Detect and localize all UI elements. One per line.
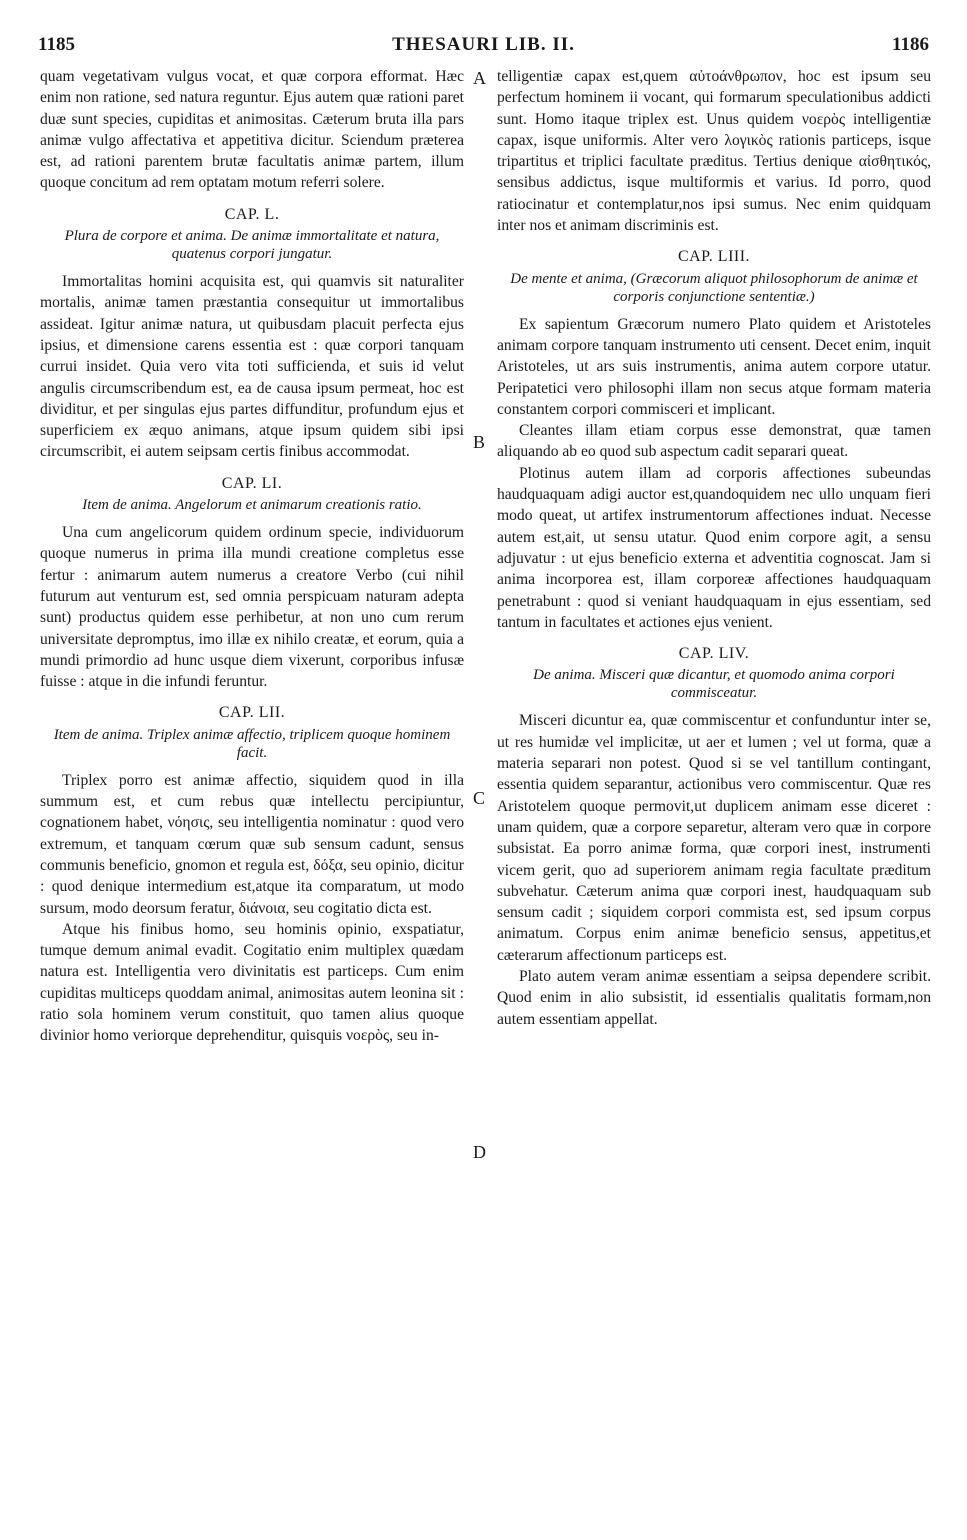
margin-letter-d: D [473, 1142, 486, 1162]
left-page-number: 1185 [38, 34, 75, 55]
margin-letter-c: C [473, 788, 486, 808]
paragraph: Atque his finibus homo, seu hominis opinio, exspatiatur, tumque demum animal evadit. Cogitatio enim multiplex quædam natura est. Intelligentia vero divinitatis est particeps. Cum enim cupiditas multiceps quoddam animal, animositas autem leonina sit : ratio sola hominem verum constituit, quo tamen alius quoque divinior homo veriorque deprehenditur, quisquis νοερὸς, seu in- [40, 920, 464, 1045]
paragraph: Triplex porro est animæ affectio, siquidem quod in illa summum est, et cum rebus quæ intellectu percipiuntur, cognationem habet, νόησις, seu intelligentia nominatur : quod vero extremum, et tanquam cœrum quæ sub sensum cadunt, sensus communis beneficio, gnomon et regula est, δόξα, seu opinio, dicitur : quod denique intermedium est,atque ita comparatum, ut modo sursum, modo deorsum feratur, διάνοια, seu cogitatio dicta est. [40, 771, 464, 917]
chapter-heading: CAP. LII. [218, 704, 286, 722]
chapter-heading: CAP. L. [224, 205, 280, 223]
chapter-subtitle: Item de anima. Angelorum et animarum creationis ratio. [82, 497, 422, 514]
paragraph: Plotinus autem illam ad corporis affectiones subeundas haudquaquam adigi auctor est,quandoquidem nec ullo unquam fieri modo queat, ut artifex instrumentorum affectiones induat. Necesse autem est,ait, ut sensu utatur. Quod enim corpore agit, a sensu adjuvatur : ut ejus beneficio externa et adventitia cognoscat. Jam si anima incorporea est, illam corporeæ affectiones haudquaquam penetrabunt : quod si veniant haudquaquam in ejus essentiam, sed tantum in facultates et actiones ejus venient. [497, 464, 931, 631]
paragraph: Misceri dicuntur ea, quæ commiscentur et confunduntur inter se, ut res humidæ vel implicitæ, ut aer et lumen ; vel ut forma, quæ a materia separari non potest. Quod si se vel tantillum contingant, essentia quidem separantur, actionibus vero commiscentur. Quæ res Aristotelem quoque permovit,ut duplicem animam esse diceret : unam quidem, quæ a corpore separetur, alteram vero quæ in corpore subsistat. Ea porro animæ forma, quæ corpori inest, instrumenti vicem gerit, quo ad superiorem animam regia facultate præditum subvehatur. Cæterum anima quæ corpori inest, haudquaquam sub sensum cadit ; siquidem corpori commista est, sed ipsum corpus animatum. Corpus enim animæ beneficio sensus, appetitus,et cæterarum affectionum particeps est. [497, 712, 931, 964]
running-header [38, 34, 929, 56]
chapter-heading: CAP. LIV. [678, 645, 750, 663]
chapter-subtitle: Item de anima. Triplex animæ affectio, triplicem quoque hominem facit. [53, 726, 451, 761]
paragraph: Una cum angelicorum quidem ordinum specie, individuorum quoque numerus in prima illa mundi creatione completus esse fertur : animarum autem numerus a creatore Verbo (cui nihil futurum aut venturum est, sed omnia perspicuam naturam adepta sunt) productus quidem esse perhibetur, at non uno cum rerum universitate depromptus, imo illæ ex nihilo creatæ, et eorum, quia a mundi primordio ad hunc usque diem vixerunt, corporibus infusæ fuisse : atque in die infundi feruntur. [40, 524, 464, 691]
margin-letter-b: B [473, 432, 486, 452]
paragraph: quam vegetativam vulgus vocat, et quæ corpora efformat. Hæc enim non ratione, sed natura reguntur. Ejus autem quæ rationi paret duæ sunt species, cupiditas et animositas. Cæterum bruta illa pars animæ vulgo affectativa et appetitiva dicitur. Sciendum præterea est, ad rationi parentem brutæ facultatis animæ partem, illum quoque concitum ad rem optatam motum referri solere. [40, 68, 464, 192]
chapter-subtitle: De mente et anima, (Græcorum aliquot philosophorum de animæ et corporis conjunctione sententiæ.) [510, 270, 918, 305]
paragraph: Ex sapientum Græcorum numero Plato quidem et Aristoteles animam corpore tanquam instrumento uti censent. Decet enim, inquit Aristoteles, ut ars suis instrumentis, anima autem corpore utatur. Peripatetici vero philosophi illam non secus atque formam materia constantem corpori commisceri et implicant. [497, 315, 931, 418]
running-title: THESAURI LIB. II. [392, 34, 575, 55]
right-column [497, 66, 931, 1030]
paragraph: Cleantes illam etiam corpus esse demonstrat, quæ tamen aliquando ab eo quod sub aspectum cadit separari queat. [497, 422, 931, 461]
margin-letter-a: A [473, 68, 486, 88]
right-page-number: 1186 [892, 34, 929, 55]
paragraph: telligentiæ capax est,quem αὐτοάνθρωπον, hoc est ipsum seu perfectum hominem ii vocant, qui formarum speculationibus addicti sunt. Homo itaque triplex est. Unus quidem νοερὸς intelligentiæ capax, isque uniformis. Alter vero λογικὸς rationis particeps, isque tripartitus et triplici facultate præditus. Tertius denique αἰσθητικός, sensibus addictus, isque multiformis et varius. Id porro, quod ratiocinatur et contemplatur,nos ipsi sumus. Nec enim quidquam inter nos et animam discriminis est. [497, 68, 931, 235]
chapter-heading: CAP. LIII. [677, 248, 751, 266]
chapter-subtitle: De anima. Misceri quæ dicantur, et quomodo anima corpori commisceatur. [533, 667, 895, 702]
paragraph: Immortalitas homini acquisita est, qui quamvis sit naturaliter mortalis, animæ tamen præstantia consequitur ut immortalibus assideat. Igitur animæ natura, ut quibusdam placuit perfecta ejus ipsius, et dimensione carens essentia est : quæ corpori tanquam currui insidet. Quia vero vita toti sufficienda, et suis id velut angulis circumscribendum est, ea de causa ipsum permeat, hoc est dividitur, et per singulas ejus partes diffunditur, profundum ejus et superficiem ex æquo animans, atque ipsum quidem sibi ipsi circumscribit, ei autem seipsam certis finibus accommodat. [40, 273, 464, 461]
paragraph: Plato autem veram animæ essentiam a seipsa dependere scribit. Quod enim in alio subsistit, id essentialis qualitatis formam,non autem essentiam appellat. [497, 967, 931, 1028]
chapter-heading: CAP. LI. [221, 474, 283, 492]
left-column [40, 66, 464, 1047]
chapter-subtitle: Plura de corpore et anima. De animæ immortalitate et natura, quatenus corpori jungatur. [64, 228, 440, 263]
